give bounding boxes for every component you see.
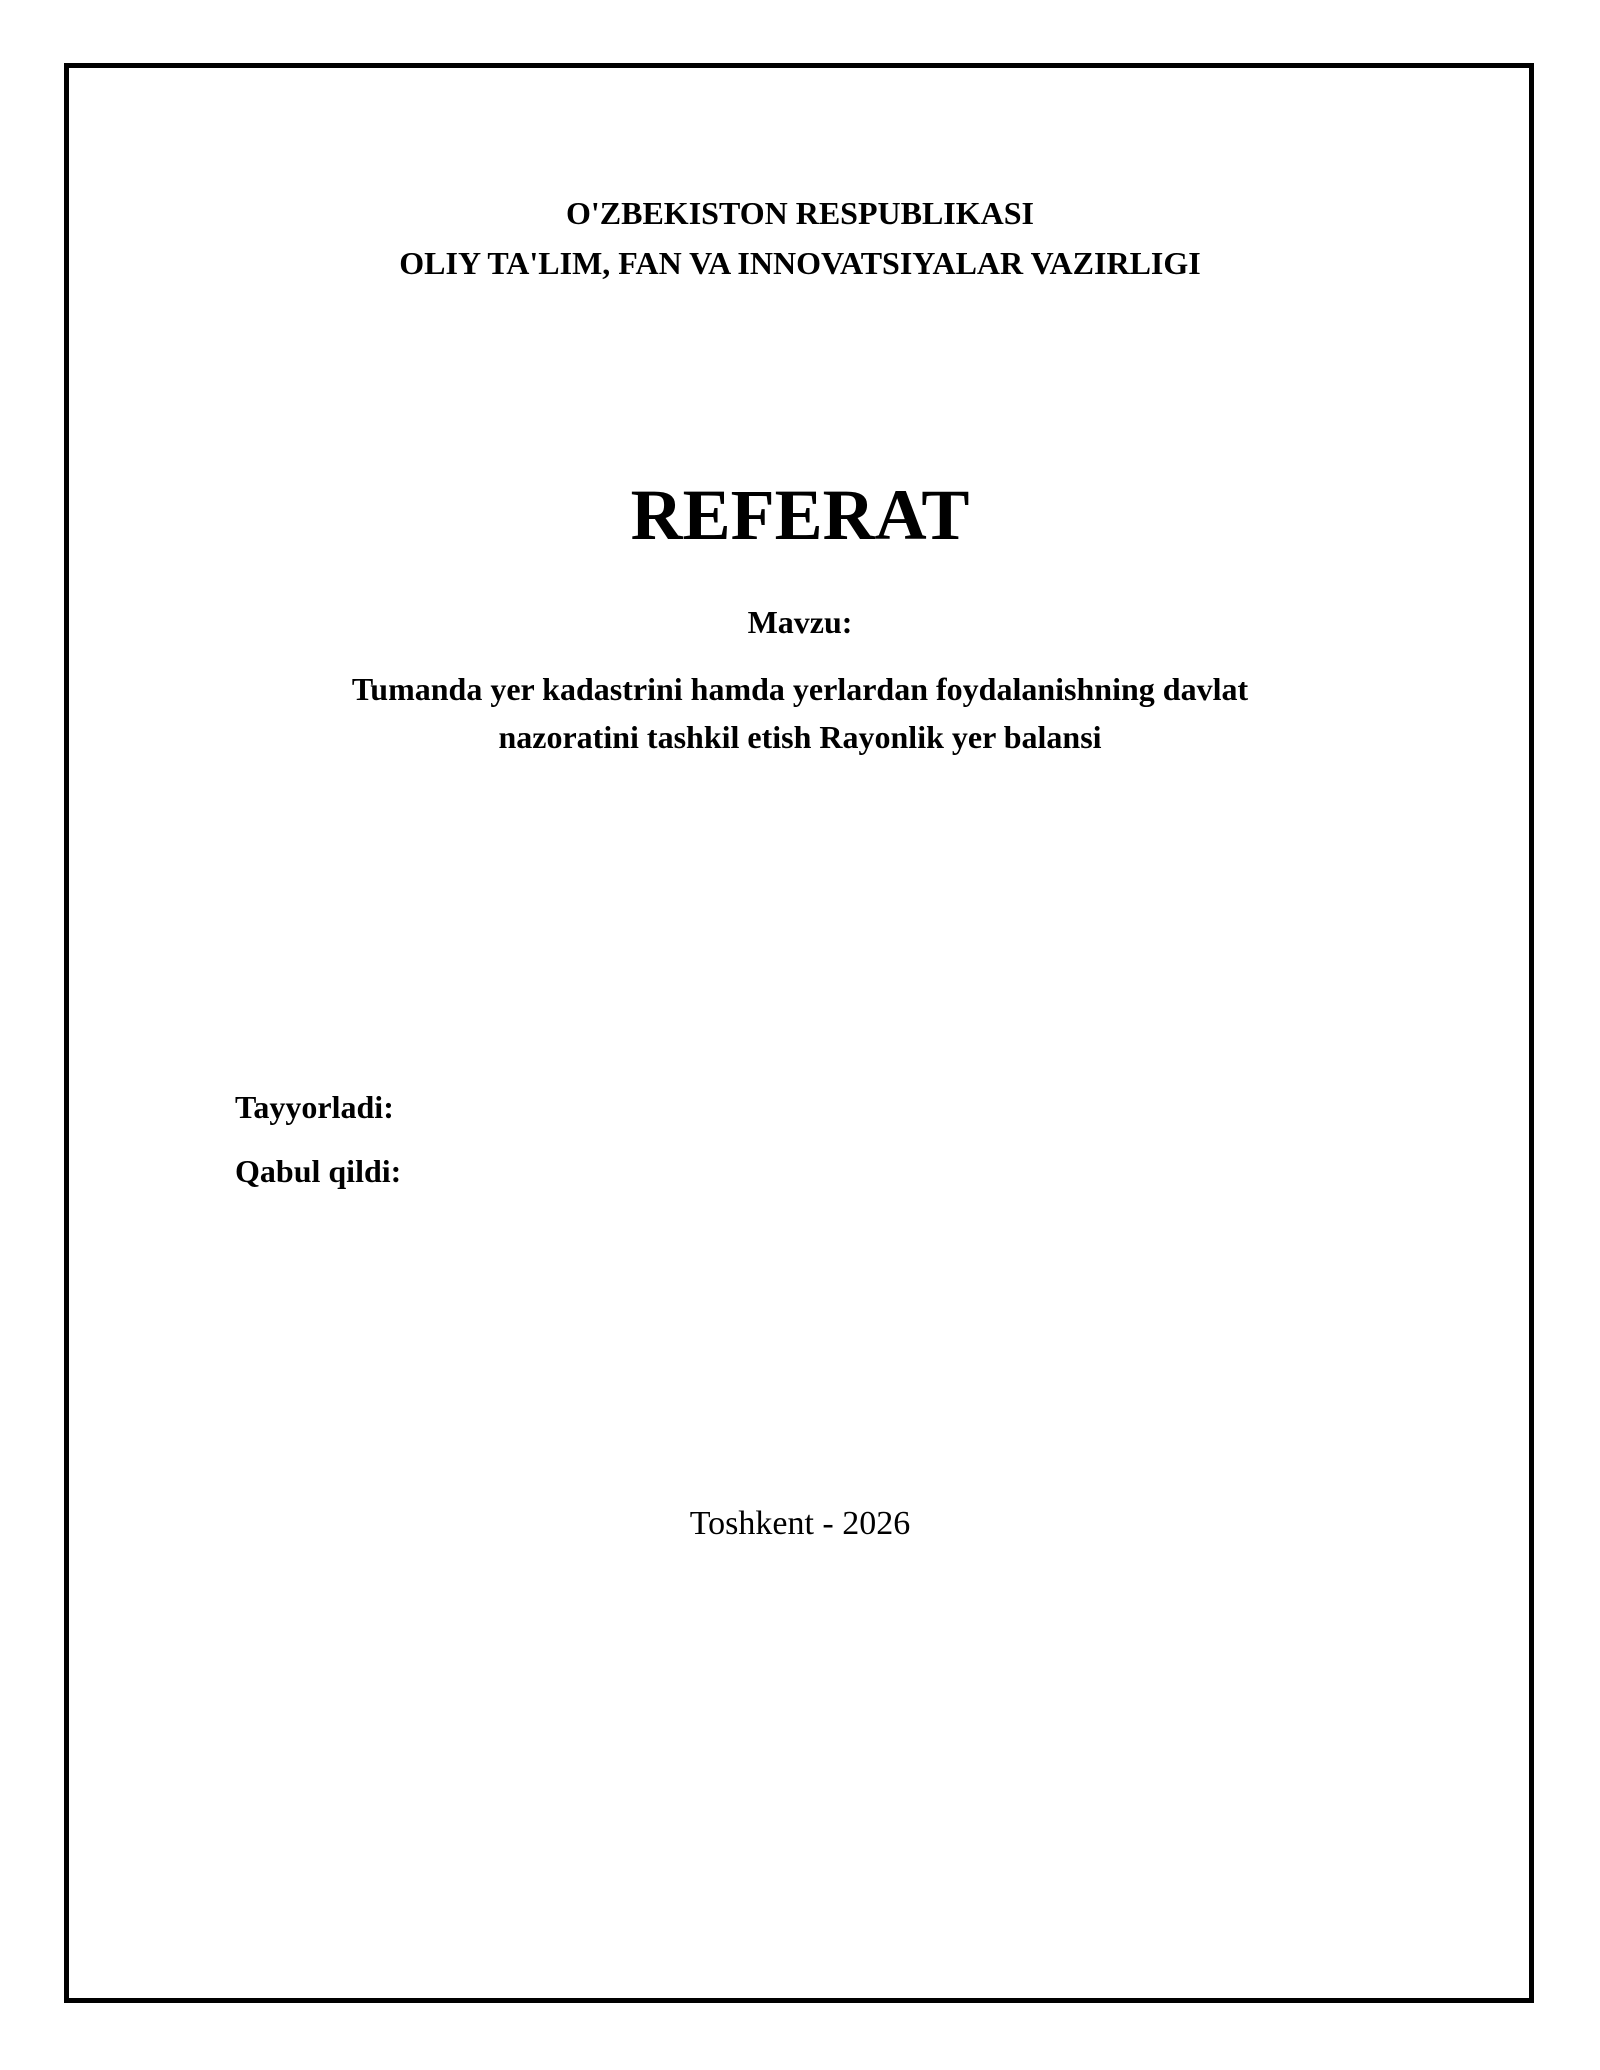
ministry-name: OLIY TA'LIM, FAN VA INNOVATSIYALAR VAZIRLIGI [399,245,1201,281]
topic-label: Mavzu: [747,604,853,640]
accepted-by-label: Qabul qildi: [235,1153,402,1189]
topic-text [260,665,1340,761]
signature-block [235,1075,401,1203]
place-year: Toshkent - 2026 [689,1505,911,1542]
topic-line-2: nazoratini tashkil etish Rayonlik yer balansi [498,719,1102,755]
topic-line-1: Tumanda yer kadastrini hamda yerlardan foydalanishning davlat [351,671,1249,707]
page-border [64,63,1534,2003]
prepared-by-label: Tayyorladi: [235,1089,394,1125]
country-name: O'ZBEKISTON RESPUBLIKASI [565,195,1034,231]
document-title: REFERAT [630,475,970,555]
header-block [0,188,1600,288]
